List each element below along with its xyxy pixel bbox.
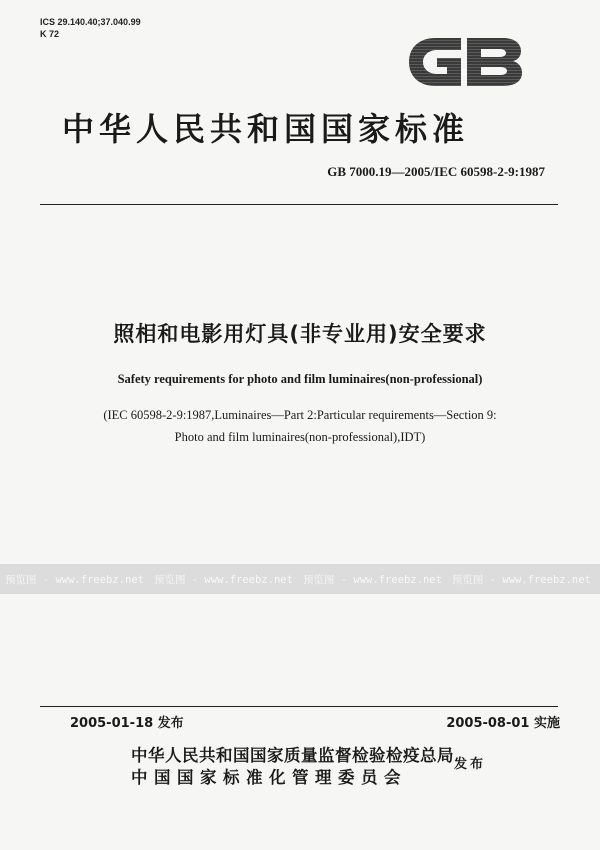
title-english: Safety requirements for photo and film luminaires(non-professional) <box>117 372 483 386</box>
standard-body-title: 中华人民共和国国家标准 <box>62 110 470 148</box>
watermark-text: 预览图 - www.freebz.net <box>451 573 591 586</box>
issuer-line-2: 中国国家标准化管理委员会 <box>131 768 407 787</box>
title-chinese: 照相和电影用灯具(非专业用)安全要求 <box>113 322 487 346</box>
watermark-text: 预览图 - www.freebz.net <box>302 573 442 586</box>
ics-code: ICS 29.140.40;37.040.99 <box>40 17 141 27</box>
iec-reference-line-2: Photo and film luminaires(non-professional),IDT) <box>174 430 426 444</box>
release-date: 2005-01-18 发布 <box>70 716 184 731</box>
gb-logo <box>405 34 525 90</box>
watermark-band <box>0 564 600 594</box>
implement-date: 2005-08-01 实施 <box>446 716 560 731</box>
standard-number: GB 7000.19—2005/IEC 60598-2-9:1987 <box>327 164 545 179</box>
issuer-line-1: 中华人民共和国国家质量监督检验检疫总局 <box>131 746 454 765</box>
watermark-text: 预览图 - www.freebz.net <box>5 573 144 586</box>
footer-divider <box>40 706 558 707</box>
classification-codes <box>40 16 141 40</box>
header-divider <box>40 204 558 205</box>
publish-label: 发布 <box>454 757 487 772</box>
ccs-code: K 72 <box>40 29 60 39</box>
watermark-text: 预览图 - www.freebz.net <box>153 573 293 586</box>
iec-reference-line-1: (IEC 60598-2-9:1987,Luminaires—Part 2:Particular requirements—Section 9: <box>103 408 497 422</box>
